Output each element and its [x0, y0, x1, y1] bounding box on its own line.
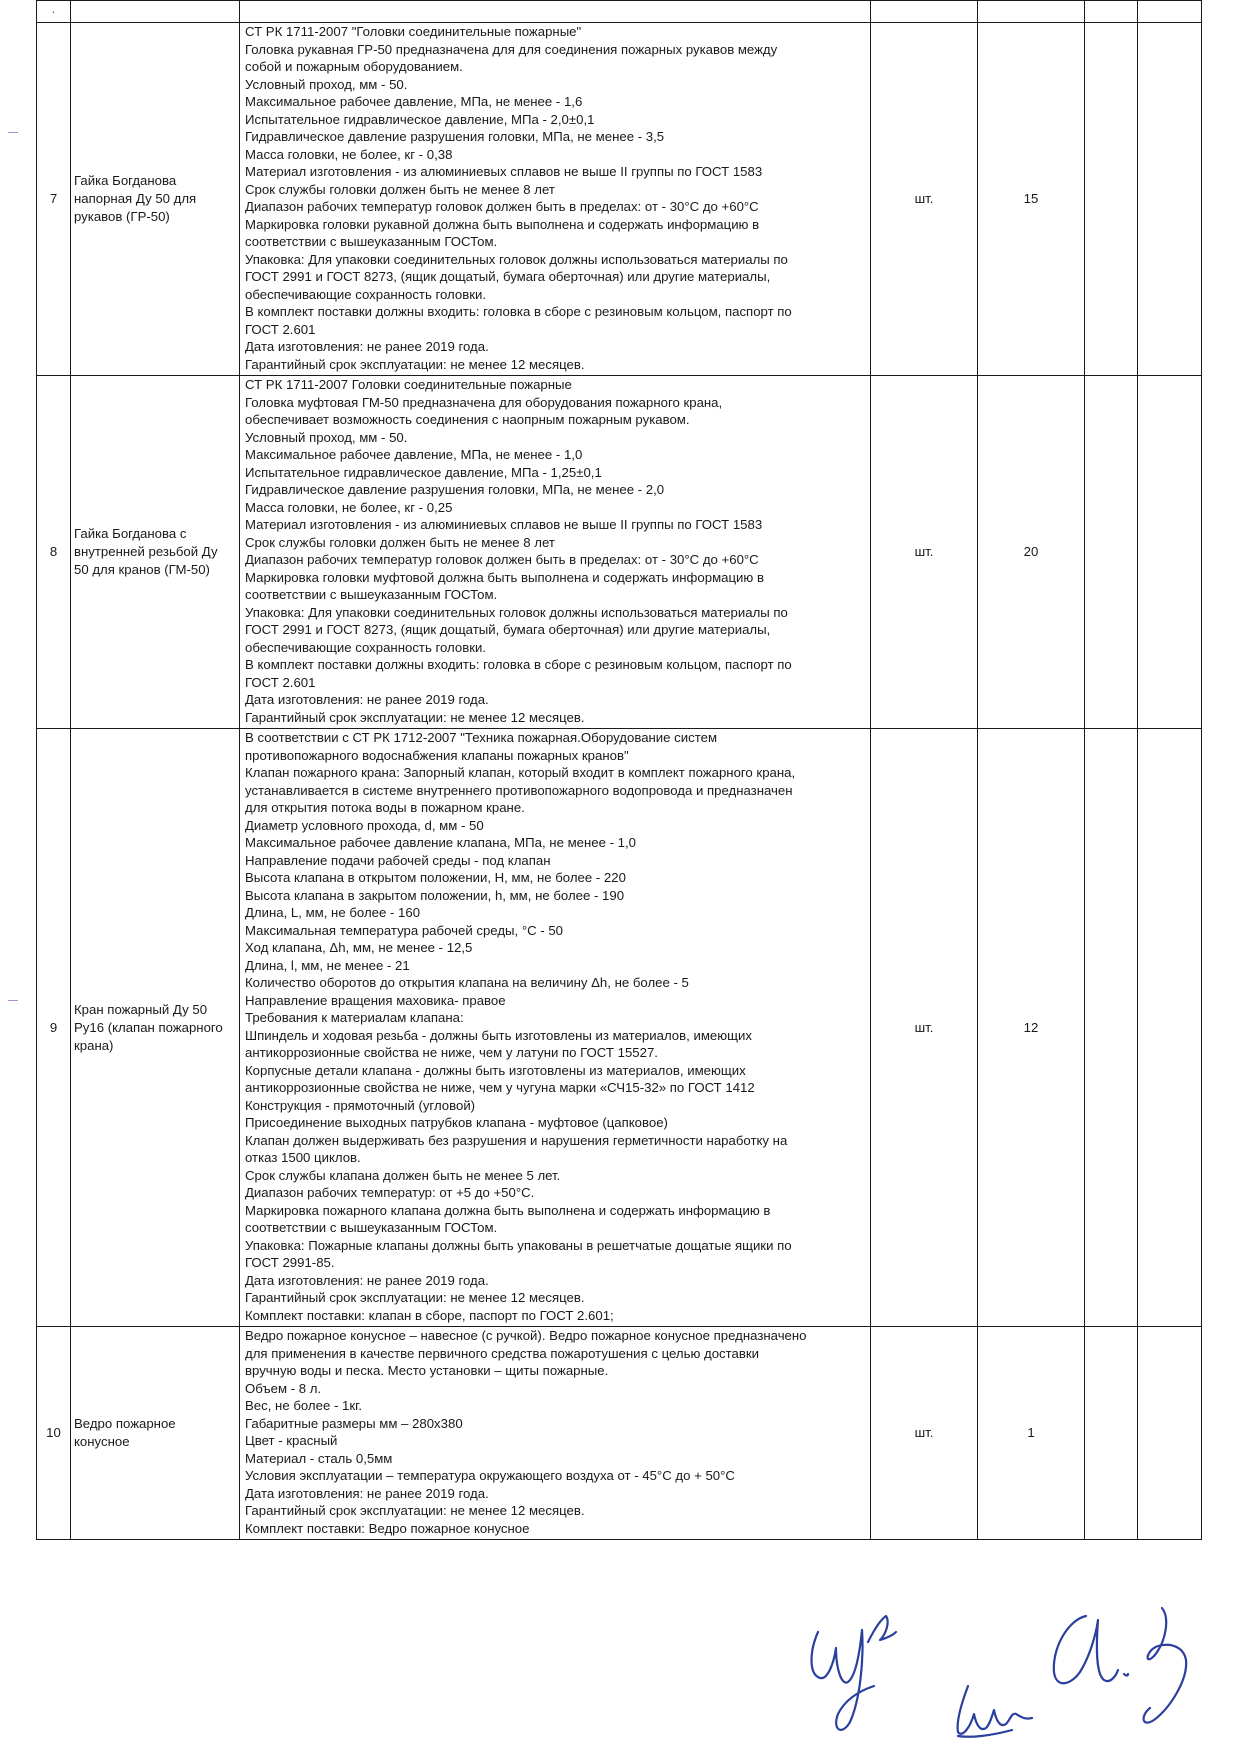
description-line: Ведро пожарное конусное – навесное (с ручкой). Ведро пожарное конусное предназначено — [245, 1328, 807, 1343]
row-number-cell: 8 — [37, 376, 71, 729]
unit-cell: шт. — [871, 1327, 978, 1540]
item-name-line: Кран пожарный Ду 50 — [74, 1001, 208, 1017]
description-line: Материал изготовления - из алюминиевых сплавов не выше II группы по ГОСТ 1583 — [245, 517, 763, 532]
description-cell — [240, 1327, 871, 1540]
description-line: Гидравлическое давление разрушения головки, МПа, не менее - 3,5 — [245, 129, 665, 144]
description-line: ГОСТ 2991-85. — [245, 1255, 335, 1270]
signature-3-tail — [1144, 1608, 1187, 1723]
description-line: Цвет - красный — [245, 1433, 338, 1448]
description-line: ГОСТ 2991 и ГОСТ 8273, (ящик дощатый, бумага оберточная) или другие материалы, — [245, 269, 771, 284]
description-line: Маркировка головки рукавной должна быть выполнена и содержать информацию в — [245, 216, 760, 232]
specification-table — [36, 0, 1202, 1540]
signature-1-stroke — [868, 1616, 896, 1642]
handwritten-signatures — [790, 1590, 1210, 1745]
description-line: Гарантийный срок эксплуатации: не менее 12 месяцев. — [245, 1503, 585, 1518]
item-name-line: Ведро пожарное — [74, 1416, 176, 1431]
description-line: Маркировка головки муфтовой должна быть выполнена и содержать информацию в — [245, 569, 764, 585]
item-name-cell — [71, 1, 240, 23]
quantity-cell: 1 — [978, 1327, 1085, 1540]
description-line: Максимальное рабочее давление клапана, МПа, не менее - 1,0 — [245, 835, 636, 850]
description-line: Максимальная температура рабочей среды, °С - 50 — [245, 922, 564, 938]
description-line: Диаметр условного прохода, d, мм - 50 — [245, 817, 484, 833]
description-line: Срок службы головки должен быть не менее 8 лет — [245, 534, 555, 550]
description-line: Максимальное рабочее давление, МПа, не менее - 1,0 — [245, 447, 583, 462]
description-line: обеспечивающие сохранность головки. — [245, 639, 487, 655]
table-row-stub — [37, 1, 1202, 23]
description-line: Диапазон рабочих температур: от +5 до +50°С. — [245, 1185, 535, 1200]
description-line: Масса головки, не более, кг - 0,25 — [245, 499, 453, 515]
description-line: Длина, l, мм, не менее - 21 — [245, 957, 410, 973]
item-name-cell — [71, 729, 240, 1327]
row-number-cell: 10 — [37, 1327, 71, 1540]
description-line: вручную воды и песка. Место установки – щиты пожарные. — [245, 1363, 609, 1378]
description-line: В соответствии с СТ РК 1712-2007 "Техника пожарная.Оборудование систем — [245, 730, 718, 745]
description-line: Количество оборотов до открытия клапана на величину Δh, не более - 5 — [245, 975, 689, 990]
quantity-cell — [978, 1, 1085, 23]
table-row — [37, 729, 1202, 1327]
item-name-cell — [71, 23, 240, 376]
description-line: соответствии с вышеуказанным ГОСТом. — [245, 587, 498, 602]
description-line: Срок службы клапана должен быть не менее 5 лет. — [245, 1167, 561, 1183]
description-line: Дата изготовления: не ранее 2019 года. — [245, 692, 489, 707]
description-line: Испытательное гидравлическое давление, МПа - 1,25±0,1 — [245, 464, 602, 480]
description-line: Упаковка: Для упаковки соединительных головок должны использоваться материалы по — [245, 251, 788, 267]
description-line: Материал - сталь 0,5мм — [245, 1450, 393, 1466]
description-line: ГОСТ 2.601 — [245, 674, 316, 690]
description-line: Корпусные детали клапана - должны быть изготовлены из материалов, имеющих — [245, 1062, 746, 1078]
item-name-line: Ру16 (клапан пожарного — [74, 1019, 223, 1035]
description-line: Дата изготовления: не ранее 2019 года. — [245, 1272, 489, 1288]
description-line: Условный проход, мм - 50. — [245, 76, 408, 92]
description-line: Дата изготовления: не ранее 2019 года. — [245, 339, 489, 354]
description-line: Гарантийный срок эксплуатации: не менее 12 месяцев. — [245, 1290, 585, 1305]
description-line: обеспечивает возможность соединения с наопрным пожарным рукавом. — [245, 412, 690, 427]
item-name-cell — [71, 376, 240, 729]
description-line: СТ РК 1711-2007 "Головки соединительные пожарные" — [245, 24, 582, 39]
description-line: Клапан должен выдерживать без разрушения и нарушения герметичности наработку на — [245, 1132, 788, 1148]
item-name-line: Гайка Богданова — [74, 173, 177, 188]
empty-cell — [1138, 1327, 1202, 1540]
unit-cell: шт. — [871, 376, 978, 729]
description-line: Присоединение выходных патрубков клапана - муфтовое (цапковое) — [245, 1115, 668, 1130]
empty-cell — [1138, 1, 1202, 23]
empty-cell — [1138, 23, 1202, 376]
description-line: Шпиндель и ходовая резьба - должны быть изготовлены из материалов, имеющих — [245, 1027, 752, 1043]
description-line: соответствии с вышеуказанным ГОСТом. — [245, 1220, 498, 1235]
description-line: устанавливается в системе внутреннего противопожарного водопровода и предназначен — [245, 782, 793, 798]
description-line: Маркировка пожарного клапана должна быть выполнена и содержать информацию в — [245, 1202, 771, 1218]
signature-1 — [812, 1630, 875, 1730]
description-line: Диапазон рабочих температур головок должен быть в пределах: от - 30°С до +60°С — [245, 199, 759, 214]
unit-cell — [871, 1, 978, 23]
description-line: Высота клапана в открытом положении, Н, мм, не более - 220 — [245, 870, 626, 885]
description-line: Упаковка: Для упаковки соединительных головок должны использоваться материалы по — [245, 604, 788, 620]
description-line: Материал изготовления - из алюминиевых сплавов не выше II группы по ГОСТ 1583 — [245, 164, 763, 179]
item-name-line: Гайка Богданова с — [74, 526, 187, 541]
empty-cell — [1138, 729, 1202, 1327]
description-line: Габаритные размеры мм – 280х380 — [245, 1415, 463, 1431]
item-name-line: внутренней резьбой Ду — [74, 544, 218, 559]
quantity-cell: 15 — [978, 23, 1085, 376]
item-name-line: конусное — [74, 1434, 130, 1449]
empty-cell — [1085, 376, 1138, 729]
row-number-cell: · — [37, 1, 71, 23]
description-cell — [240, 376, 871, 729]
description-line: Высота клапана в закрытом положении, h, мм, не более - 190 — [245, 887, 625, 903]
signature-2 — [958, 1686, 1032, 1734]
empty-cell — [1085, 1327, 1138, 1540]
description-line: для открытия потока воды в пожарном кране. — [245, 800, 525, 815]
description-line: Условный проход, мм - 50. — [245, 429, 408, 445]
description-line: Максимальное рабочее давление, МПа, не менее - 1,6 — [245, 94, 583, 109]
row-number-cell: 9 — [37, 729, 71, 1327]
description-line: Конструкция - прямоточный (угловой) — [245, 1097, 476, 1113]
description-line: Головка рукавная ГР-50 предназначена для для соединения пожарных рукавов между — [245, 41, 778, 57]
item-name-cell — [71, 1327, 240, 1540]
description-line: Гарантийный срок эксплуатации: не менее 12 месяцев. — [245, 356, 585, 372]
table-row — [37, 376, 1202, 729]
description-line: Комплект поставки: Ведро пожарное конусное — [245, 1520, 530, 1536]
empty-cell — [1085, 729, 1138, 1327]
description-line: ГОСТ 2991 и ГОСТ 8273, (ящик дощатый, бумага оберточная) или другие материалы, — [245, 622, 771, 637]
description-line: противопожарного водоснабжения клапаны пожарных кранов" — [245, 747, 629, 763]
description-line: Диапазон рабочих температур головок должен быть в пределах: от - 30°С до +60°С — [245, 552, 759, 567]
signature-graphic — [790, 1590, 1210, 1740]
description-line: собой и пожарным оборудованием. — [245, 59, 463, 74]
signature-3 — [1054, 1616, 1118, 1683]
item-name-line: крана) — [74, 1037, 114, 1053]
description-line: Упаковка: Пожарные клапаны должны быть упакованы в решетчатые дощатые ящики по — [245, 1237, 792, 1253]
margin-mark — [8, 132, 18, 133]
description-line: антикоррозионные свойства не ниже, чем у чугуна марки «СЧ15-32» по ГОСТ 1412 — [245, 1080, 755, 1095]
description-line: Комплект поставки: клапан в сборе, паспорт по ГОСТ 2.601; — [245, 1307, 614, 1323]
description-cell — [240, 23, 871, 376]
table-row — [37, 1327, 1202, 1540]
description-line: антикоррозионные свойства не ниже, чем у латуни по ГОСТ 15527. — [245, 1045, 658, 1060]
empty-cell — [1085, 1, 1138, 23]
description-line: Направление вращения маховика- правое — [245, 992, 506, 1008]
unit-cell: шт. — [871, 729, 978, 1327]
signature-3-dot — [1124, 1674, 1128, 1676]
description-line: Срок службы головки должен быть не менее 8 лет — [245, 181, 555, 197]
description-line: Масса головки, не более, кг - 0,38 — [245, 146, 453, 162]
description-line: Клапан пожарного крана: Запорный клапан, который входит в комплект пожарного крана, — [245, 765, 796, 780]
description-line: ГОСТ 2.601 — [245, 321, 316, 337]
empty-cell — [1138, 376, 1202, 729]
description-line: Длина, L, мм, не более - 160 — [245, 905, 421, 920]
description-line: В комплект поставки должны входить: головка в сборе с резиновым кольцом, паспорт по — [245, 657, 792, 672]
description-line: Условия эксплуатации – температура окружающего воздуха от - 45°С до + 50°С — [245, 1468, 735, 1483]
description-line: Головка муфтовая ГМ-50 предназначена для оборудования пожарного крана, — [245, 394, 723, 410]
description-cell — [240, 729, 871, 1327]
description-line: обеспечивающие сохранность головки. — [245, 286, 487, 302]
description-line: Дата изготовления: не ранее 2019 года. — [245, 1485, 489, 1501]
description-line: СТ РК 1711-2007 Головки соединительные пожарные — [245, 377, 572, 392]
margin-mark — [8, 1000, 18, 1001]
item-name-line: напорная Ду 50 для — [74, 191, 197, 206]
description-cell — [240, 1, 871, 23]
description-line: Гидравлическое давление разрушения головки, МПа, не менее - 2,0 — [245, 482, 665, 497]
item-name-line: рукавов (ГР-50) — [74, 209, 170, 224]
description-line: Испытательное гидравлическое давление, МПа - 2,0±0,1 — [245, 111, 595, 127]
quantity-cell: 20 — [978, 376, 1085, 729]
empty-cell — [1085, 23, 1138, 376]
description-line: для применения в качестве первичного средства пожаротушения с целью доставки — [245, 1345, 760, 1361]
description-line: Гарантийный срок эксплуатации: не менее 12 месяцев. — [245, 709, 585, 725]
description-line: Требования к материалам клапана: — [245, 1010, 464, 1025]
table-row — [37, 23, 1202, 376]
row-number-cell: 7 — [37, 23, 71, 376]
description-line: Вес, не более - 1кг. — [245, 1398, 362, 1413]
item-name-line: 50 для кранов (ГМ-50) — [74, 562, 210, 577]
description-line: отказ 1500 циклов. — [245, 1150, 361, 1165]
description-line: В комплект поставки должны входить: головка в сборе с резиновым кольцом, паспорт по — [245, 304, 792, 319]
description-line: Направление подачи рабочей среды - под клапан — [245, 852, 551, 868]
description-line: Ход клапана, Δh, мм, не менее - 12,5 — [245, 940, 473, 955]
description-line: соответствии с вышеуказанным ГОСТом. — [245, 234, 498, 249]
unit-cell: шт. — [871, 23, 978, 376]
quantity-cell: 12 — [978, 729, 1085, 1327]
description-line: Объем - 8 л. — [245, 1380, 322, 1396]
